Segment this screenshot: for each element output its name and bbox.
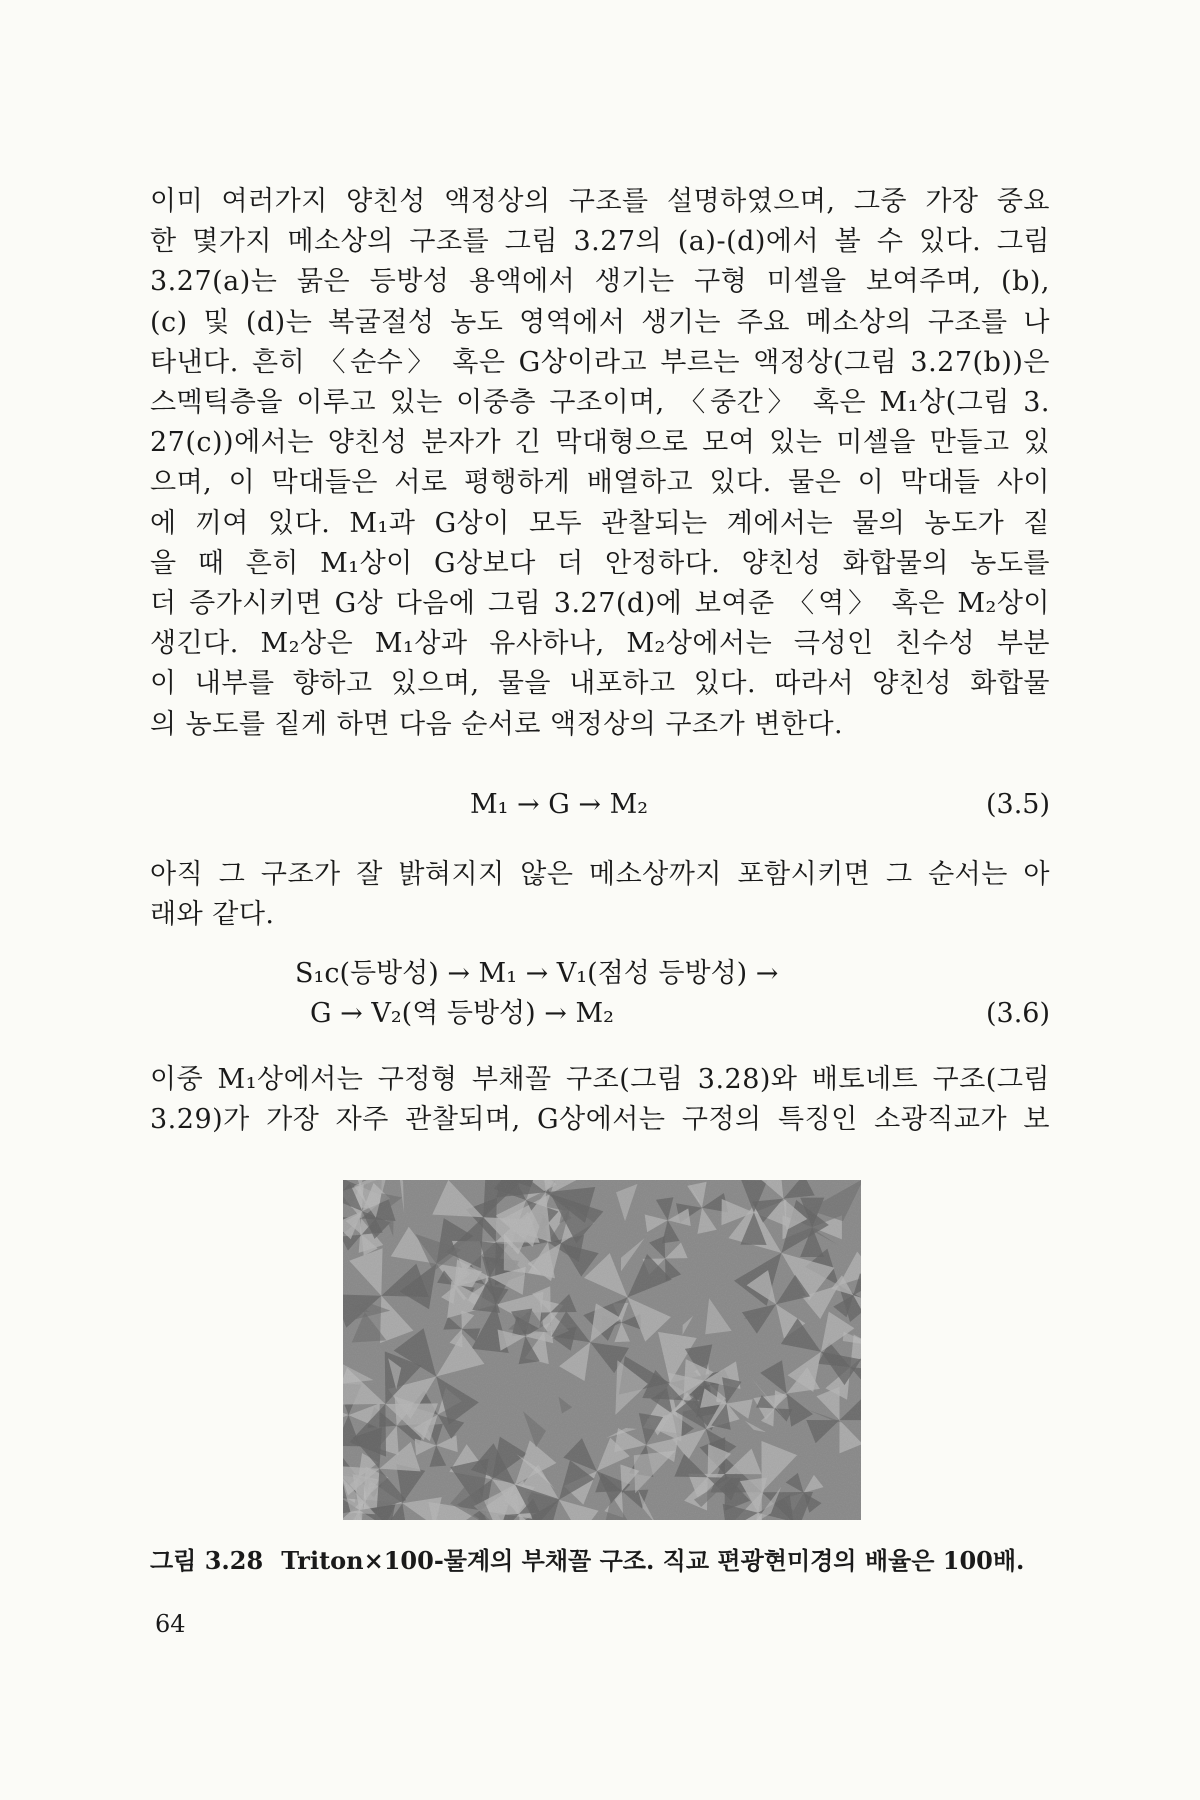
text-line: 3.27(a)는 묽은 등방성 용액에서 생기는 구형 미셀을 보여주며, (b), xyxy=(150,266,1050,298)
figure-label: 그림 3.28 xyxy=(150,1546,264,1575)
text-line: 생긴다. M₂상은 M₁상과 유사하나, M₂상에서는 극성인 친수성 부분 xyxy=(150,628,1050,660)
text-line: (c) 및 (d)는 복굴절성 농도 영역에서 생기는 주요 메소상의 구조를 나 xyxy=(150,306,1050,338)
body-paragraph-2 xyxy=(150,855,1050,935)
micrograph-figure xyxy=(343,1180,861,1520)
equation-body: G → V₂(역 등방성) → M₂ xyxy=(310,998,614,1029)
figure-caption-text: Triton×100-물계의 부채꼴 구조. 직교 편광현미경의 배율은 100배. xyxy=(281,1546,1025,1575)
text-line: 래와 같다. xyxy=(150,899,275,931)
equation-number: (3.5) xyxy=(985,789,1050,820)
text-line: 스멕틱층을 이루고 있는 이중층 구조이며, 〈중간〉 혹은 M₁상(그림 3. xyxy=(150,387,1050,419)
text-line: 타낸다. 흔히 〈순수〉 혹은 G상이라고 부르는 액정상(그림 3.27(b))은 xyxy=(150,346,1050,378)
text-line: 한 몇가지 메소상의 구조를 그림 3.27의 (a)-(d)에서 볼 수 있다. 그림 xyxy=(150,226,1050,258)
text-line: 을 때 흔히 M₁상이 G상보다 더 안정하다. 양친성 화합물의 농도를 xyxy=(150,547,1050,579)
text-line: 으며, 이 막대들은 서로 평행하게 배열하고 있다. 물은 이 막대들 사이 xyxy=(150,467,1050,499)
text-line: 27(c))에서는 양친성 분자가 긴 막대형으로 모여 있는 미셀을 만들고 있 xyxy=(150,427,1050,459)
text-line: 더 증가시키면 G상 다음에 그림 3.27(d)에 보여준 〈역〉 혹은 M₂상이 xyxy=(150,588,1050,620)
text-line: 3.29)가 가장 자주 관찰되며, G상에서는 구정의 특징인 소광직교가 보 xyxy=(150,1104,1050,1136)
page-number: 64 xyxy=(155,1610,186,1638)
text-line: 에 끼여 있다. M₁과 G상이 모두 관찰되는 계에서는 물의 농도가 짙 xyxy=(150,507,1050,539)
body-paragraph-1 xyxy=(150,182,1050,745)
equation-body: M₁ → G → M₂ xyxy=(470,789,649,820)
equation-3-5 xyxy=(150,785,1050,825)
equation-number: (3.6) xyxy=(985,998,1050,1029)
text-line: 이 내부를 향하고 있으며, 물을 내포하고 있다. 따라서 양친성 화합물 xyxy=(150,668,1050,700)
text-line: 이중 M₁상에서는 구정형 부채꼴 구조(그림 3.28)와 배토네트 구조(그림 xyxy=(150,1064,1050,1095)
micrograph-image xyxy=(343,1180,861,1520)
text-line: 아직 그 구조가 잘 밝혀지지 않은 메소상까지 포함시키면 그 순서는 아 xyxy=(150,859,1050,890)
body-paragraph-3 xyxy=(150,1060,1050,1140)
equation-body: S₁c(등방성) → M₁ → V₁(점성 등방성) → xyxy=(295,958,779,989)
equation-3-6-line-1 xyxy=(150,954,1050,994)
text-line: 이미 여러가지 양친성 액정상의 구조를 설명하였으며, 그중 가장 중요 xyxy=(150,186,1050,217)
figure-caption xyxy=(150,1544,1050,1578)
text-line: 의 농도를 짙게 하면 다음 순서로 액정상의 구조가 변한다. xyxy=(150,708,844,740)
equation-3-6-line-2 xyxy=(150,994,1050,1034)
